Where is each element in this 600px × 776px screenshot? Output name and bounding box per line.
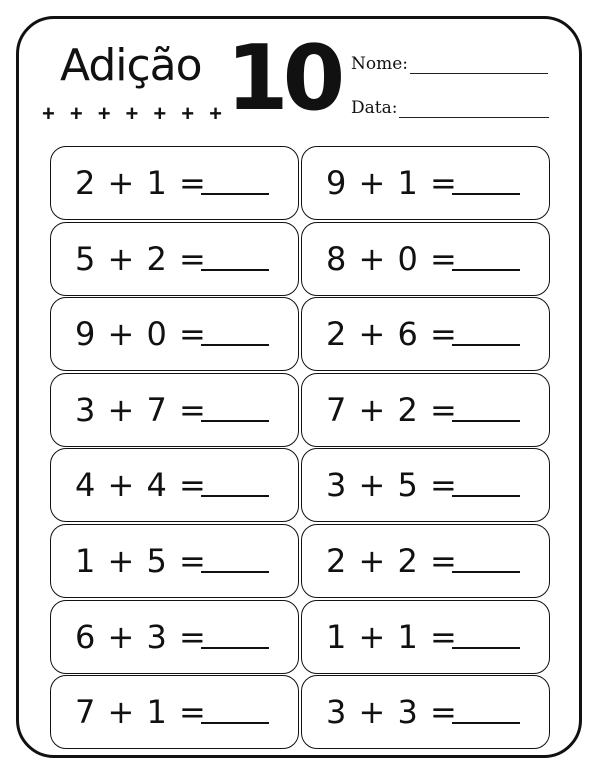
answer-blank[interactable] [452, 722, 520, 724]
problem-card[interactable] [50, 675, 299, 749]
answer-blank[interactable] [452, 269, 520, 271]
problem-expression: 6 + 3 = [75, 617, 207, 656]
problem-card[interactable] [50, 448, 299, 522]
problem-card[interactable] [301, 297, 550, 371]
answer-blank[interactable] [201, 722, 269, 724]
problem-expression: 1 + 5 = [75, 542, 207, 580]
plus-sign: + [42, 101, 55, 126]
answer-blank[interactable] [452, 344, 520, 346]
answer-blank[interactable] [201, 571, 269, 573]
answer-blank[interactable] [201, 269, 269, 271]
answer-blank[interactable] [201, 420, 269, 422]
problem-card[interactable] [50, 222, 299, 296]
date-field[interactable] [351, 98, 549, 118]
answer-blank[interactable] [452, 647, 520, 649]
problem-card[interactable] [301, 448, 550, 522]
problem-card[interactable] [301, 222, 550, 296]
problem-grid [50, 146, 552, 752]
answer-blank[interactable] [201, 647, 269, 649]
problem-expression: 9 + 1 = [326, 164, 458, 202]
name-answer-line[interactable] [410, 55, 548, 74]
worksheet-title: Adição [60, 40, 202, 91]
problem-expression: 2 + 2 = [326, 542, 458, 580]
answer-blank[interactable] [452, 495, 520, 497]
problem-card[interactable] [50, 146, 299, 220]
problem-card[interactable] [301, 600, 550, 674]
problem-card[interactable] [301, 373, 550, 447]
answer-blank[interactable] [452, 420, 520, 422]
problem-expression: 8 + 0 = [326, 239, 458, 278]
name-label: Nome: [351, 54, 409, 74]
problem-expression: 2 + 1 = [75, 164, 207, 202]
date-label: Data: [351, 98, 398, 118]
problem-expression: 3 + 5 = [326, 466, 458, 505]
problem-expression: 5 + 2 = [75, 239, 207, 278]
answer-blank[interactable] [201, 495, 269, 497]
problem-card[interactable] [50, 373, 299, 447]
worksheet-number: 10 [226, 26, 340, 131]
problem-expression: 7 + 1 = [75, 693, 207, 732]
plus-sign: + [125, 101, 139, 126]
problem-expression: 4 + 4 = [75, 466, 207, 505]
problem-card[interactable] [301, 675, 550, 749]
problem-card[interactable] [50, 600, 299, 674]
answer-blank[interactable] [452, 193, 520, 195]
answer-blank[interactable] [452, 571, 520, 573]
plus-sign: + [97, 101, 111, 126]
date-answer-line[interactable] [399, 99, 549, 118]
problem-expression: 7 + 2 = [326, 390, 458, 429]
problem-expression: 3 + 7 = [75, 390, 207, 429]
name-field[interactable] [351, 54, 548, 74]
problem-card[interactable] [50, 297, 299, 371]
problem-expression: 2 + 6 = [326, 315, 458, 354]
problem-card[interactable] [301, 146, 550, 220]
problem-expression: 3 + 3 = [326, 693, 458, 732]
problem-card[interactable] [301, 524, 550, 598]
answer-blank[interactable] [201, 344, 269, 346]
problem-expression: 9 + 0 = [75, 315, 207, 354]
problem-expression: 1 + 1 = [326, 617, 458, 656]
plus-sign: + [69, 101, 83, 126]
problem-card[interactable] [50, 524, 299, 598]
plus-sign: + [181, 101, 195, 126]
plus-sign: + [153, 101, 167, 126]
answer-blank[interactable] [201, 193, 269, 195]
plus-decoration-row [42, 100, 222, 128]
plus-sign: + [209, 101, 222, 126]
